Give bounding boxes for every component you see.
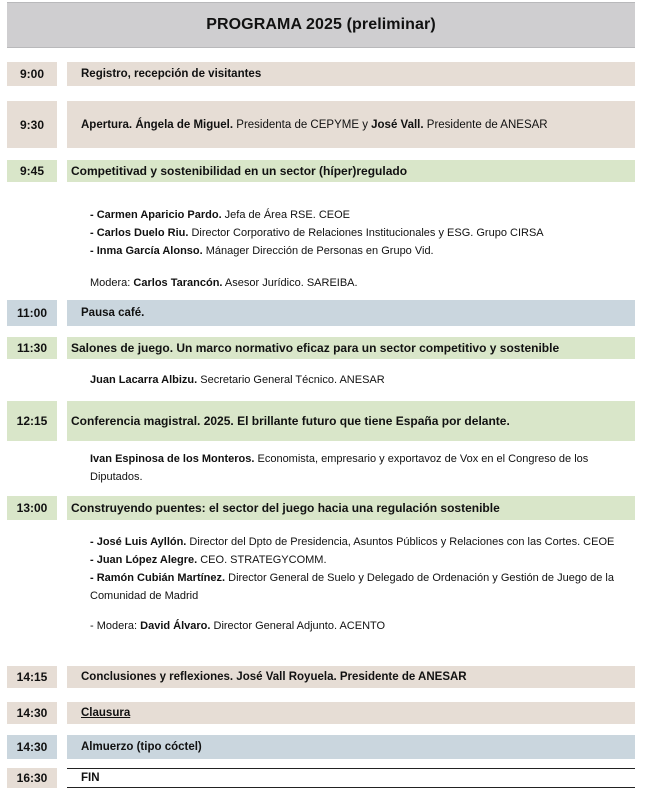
time-label: 14:30 — [7, 702, 57, 724]
schedule-row — [7, 101, 635, 148]
schedule-row — [7, 735, 635, 759]
time-label: 9:45 — [7, 160, 57, 182]
schedule-row — [7, 401, 635, 441]
speaker: - Ramón Cubián Martínez. Director General de Suelo y Delegado de Ordenación y Gestión de Juego de la Comunidad de Madrid — [90, 572, 614, 602]
session-title: Almuerzo (tipo cóctel) — [67, 735, 635, 759]
divider — [67, 787, 635, 788]
session-title: Apertura. Ángela de Miguel. Presidenta de CEPYME y José Vall. Presidente de ANESAR — [67, 101, 635, 148]
speaker: - Juan López Alegre. CEO. STRATEGYCOMM. — [90, 554, 327, 566]
moderator: Modera: Carlos Tarancón. Asesor Jurídico. SAREIBA. — [90, 277, 358, 289]
time-label: 16:30 — [7, 768, 57, 788]
schedule-row — [7, 300, 635, 326]
session-title: Conferencia magistral. 2025. El brillante futuro que tiene España por delante. — [67, 401, 635, 441]
speaker-info: Ivan Espinosa de los Monteros. Economista, empresario y exportavoz de Vox en el Congreso de los Diputados. — [90, 453, 589, 483]
time-label: 12:15 — [7, 401, 57, 441]
time-label: 9:30 — [7, 101, 57, 148]
time-label: 9:00 — [7, 62, 57, 86]
moderator: - Modera: David Álvaro. Director General Adjunto. ACENTO — [90, 620, 386, 632]
time-label: 11:00 — [7, 300, 57, 326]
time-label: 14:30 — [7, 735, 57, 759]
speaker: - Inma García Alonso. Mánager Dirección de Personas en Grupo Vid. — [90, 245, 434, 257]
speaker: - José Luis Ayllón. Director del Dpto de Presidencia, Asuntos Públicos y Relaciones con las Cortes. CEOE — [90, 536, 615, 548]
time-label: 13:00 — [7, 496, 57, 520]
page-title: PROGRAMA 2025 (preliminar) — [7, 2, 635, 48]
panel-speakers — [90, 206, 630, 292]
schedule-row — [7, 666, 635, 688]
schedule-row — [7, 702, 635, 724]
session-title: Salones de juego. Un marco normativo eficaz para un sector competitivo y sostenible — [67, 337, 635, 359]
speaker: - Carmen Aparicio Pardo. Jefa de Área RSE. CEOE — [90, 209, 351, 221]
panel-speakers — [90, 533, 635, 635]
session-title: Conclusiones y reflexiones. José Vall Royuela. Presidente de ANESAR — [67, 666, 635, 688]
speaker-info: Juan Lacarra Albizu. Secretario General Técnico. ANESAR — [90, 374, 385, 386]
session-title: Clausura — [67, 702, 635, 724]
speaker: - Carlos Duelo Riu. Director Corporativo de Relaciones Institucionales y ESG. Grupo CIRSA — [90, 227, 544, 239]
schedule-row — [7, 337, 635, 359]
schedule-row — [7, 496, 635, 520]
session-title: Competitivad y sostenibilidad en un sector (híper)regulado — [67, 160, 635, 182]
session-title: Registro, recepción de visitantes — [67, 62, 635, 86]
session-title: FIN — [67, 768, 635, 788]
schedule-row — [7, 768, 635, 788]
schedule-row — [7, 160, 635, 182]
divider — [67, 768, 635, 769]
schedule-row — [7, 62, 635, 86]
time-label: 11:30 — [7, 337, 57, 359]
time-label: 14:15 — [7, 666, 57, 688]
session-title: Construyendo puentes: el sector del juego hacia una regulación sostenible — [67, 496, 635, 520]
session-title: Pausa café. — [67, 300, 635, 326]
